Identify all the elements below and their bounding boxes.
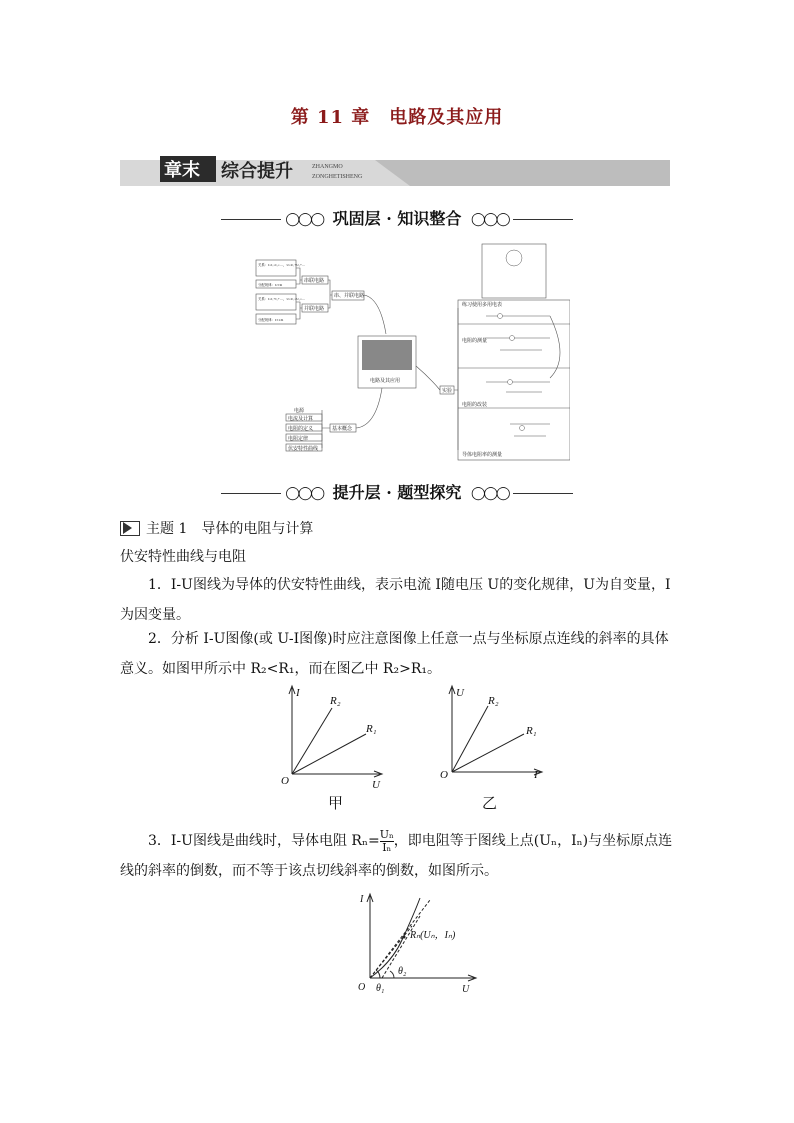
graph-curve <box>352 892 482 1000</box>
banner-pinyin-2: ZONGHETISHENG <box>312 174 363 180</box>
section-heading-1-text: 巩固层 · 知识整合 <box>332 209 462 228</box>
banner-pinyin-1: ZHANGMO <box>312 164 343 170</box>
paragraph-3 <box>120 826 680 886</box>
topic-heading-text: 主题 1 导体的电阻与计算 <box>146 521 314 537</box>
topic-heading <box>120 514 680 544</box>
mm-right-4: 导体电阻率的测量 <box>462 453 503 458</box>
mm-right-3: 电阻的改装 <box>462 403 488 408</box>
mind-map-diagram <box>250 238 570 466</box>
curve-ylabel: I <box>360 894 364 905</box>
mm-left-2: 分配规律：U∝R <box>258 283 283 287</box>
curve-xlabel: U <box>462 984 470 995</box>
jia-xlabel: U <box>372 779 380 791</box>
yi-line-r2: R₂ <box>488 695 499 707</box>
paragraph-1: 1．I-U图线为导体的伏安特性曲线，表示电流 I随电压 U的变化规律，U为自变量，I为因变量。 <box>120 577 671 623</box>
chapter-title: 第 11 章 电路及其应用 <box>290 107 504 128</box>
subheading: 伏安特性曲线与电阻 <box>120 549 246 565</box>
paragraph-3-start: 3．I-U图线是曲线时，导体电阻 Rₙ= <box>148 833 380 849</box>
yi-caption: 乙 <box>482 794 498 812</box>
yi-xlabel: I <box>534 769 538 781</box>
chapter-banner <box>120 156 670 186</box>
mm-branch-basic: 基本概念 <box>332 427 353 432</box>
curve-origin: O <box>358 982 366 993</box>
graph-yi <box>436 682 546 812</box>
jia-line-r1: R₁ <box>366 723 377 735</box>
curve-point-label: Rₙ(Uₙ，Iₙ) <box>410 930 456 941</box>
yi-origin: O <box>440 769 448 781</box>
mm-basic-2: 电流及计算 <box>288 417 314 422</box>
fraction-denominator: Iₙ <box>382 840 392 854</box>
section-heading-2-text: 提升层 · 题型探究 <box>332 483 462 502</box>
mm-series: 串联电路 <box>304 279 325 284</box>
mm-left-3: 关系：I=I₁+I₂+…，U=U₁=U₂=… <box>258 297 306 301</box>
jia-ylabel: I <box>296 687 300 699</box>
paragraph-3-end: ，即电阻等于图线上点(Uₙ，Iₙ)与坐标原点连线的斜率的倒数，而不等于该点切线斜率的倒数，如图所示。 <box>120 833 673 879</box>
resistance-fraction <box>380 829 394 854</box>
section-heading-2: ◯◯◯ 提升层 · 题型探究 ◯◯◯ <box>0 480 794 503</box>
jia-origin: O <box>281 775 289 787</box>
section-heading-1: ◯◯◯ 巩固层 · 知识整合 ◯◯◯ <box>0 206 794 229</box>
mm-center: 电路及其应用 <box>370 379 401 384</box>
mm-left-1: 关系：I=I₁=I₂=…，U=U₁+U₂+… <box>258 263 306 267</box>
fraction-numerator: Uₙ <box>379 827 394 841</box>
curve-theta2: θ₂ <box>398 966 407 977</box>
jia-line-r2: R₂ <box>330 695 341 707</box>
banner-label: 综合提升 <box>221 161 293 181</box>
play-triangle-icon <box>123 522 132 534</box>
yi-line-r1: R₁ <box>526 725 537 737</box>
mm-basic-5: 伏安特性曲线 <box>288 447 319 452</box>
mm-left-4: 分配规律：I∝1/R <box>258 318 284 322</box>
mm-basic-1: 电源 <box>294 409 305 414</box>
mm-basic-4: 电阻定律 <box>288 437 309 442</box>
paragraph-2: 2．分析 I-U图像(或 U-I图像)时应注意图像上任意一点与坐标原点连线的斜率的具体意义。如图甲所示中 R₂<R₁，而在图乙中 R₂>R₁。 <box>120 631 669 677</box>
mm-parallel: 并联电路 <box>304 307 325 312</box>
graph-jia <box>276 682 386 812</box>
mm-right-1: 练习使用多用电表 <box>462 303 503 308</box>
mm-right-2: 电阻的测量 <box>462 339 488 344</box>
mm-branch-exp: 实验 <box>442 389 453 394</box>
jia-caption: 甲 <box>328 794 344 812</box>
curve-theta1: θ₁ <box>376 983 385 994</box>
banner-badge: 章末 <box>164 160 200 180</box>
mm-basic-3: 电阻的定义 <box>288 427 314 432</box>
mm-branch-sp: 串、并联电路 <box>334 294 365 299</box>
yi-ylabel: U <box>456 687 464 699</box>
